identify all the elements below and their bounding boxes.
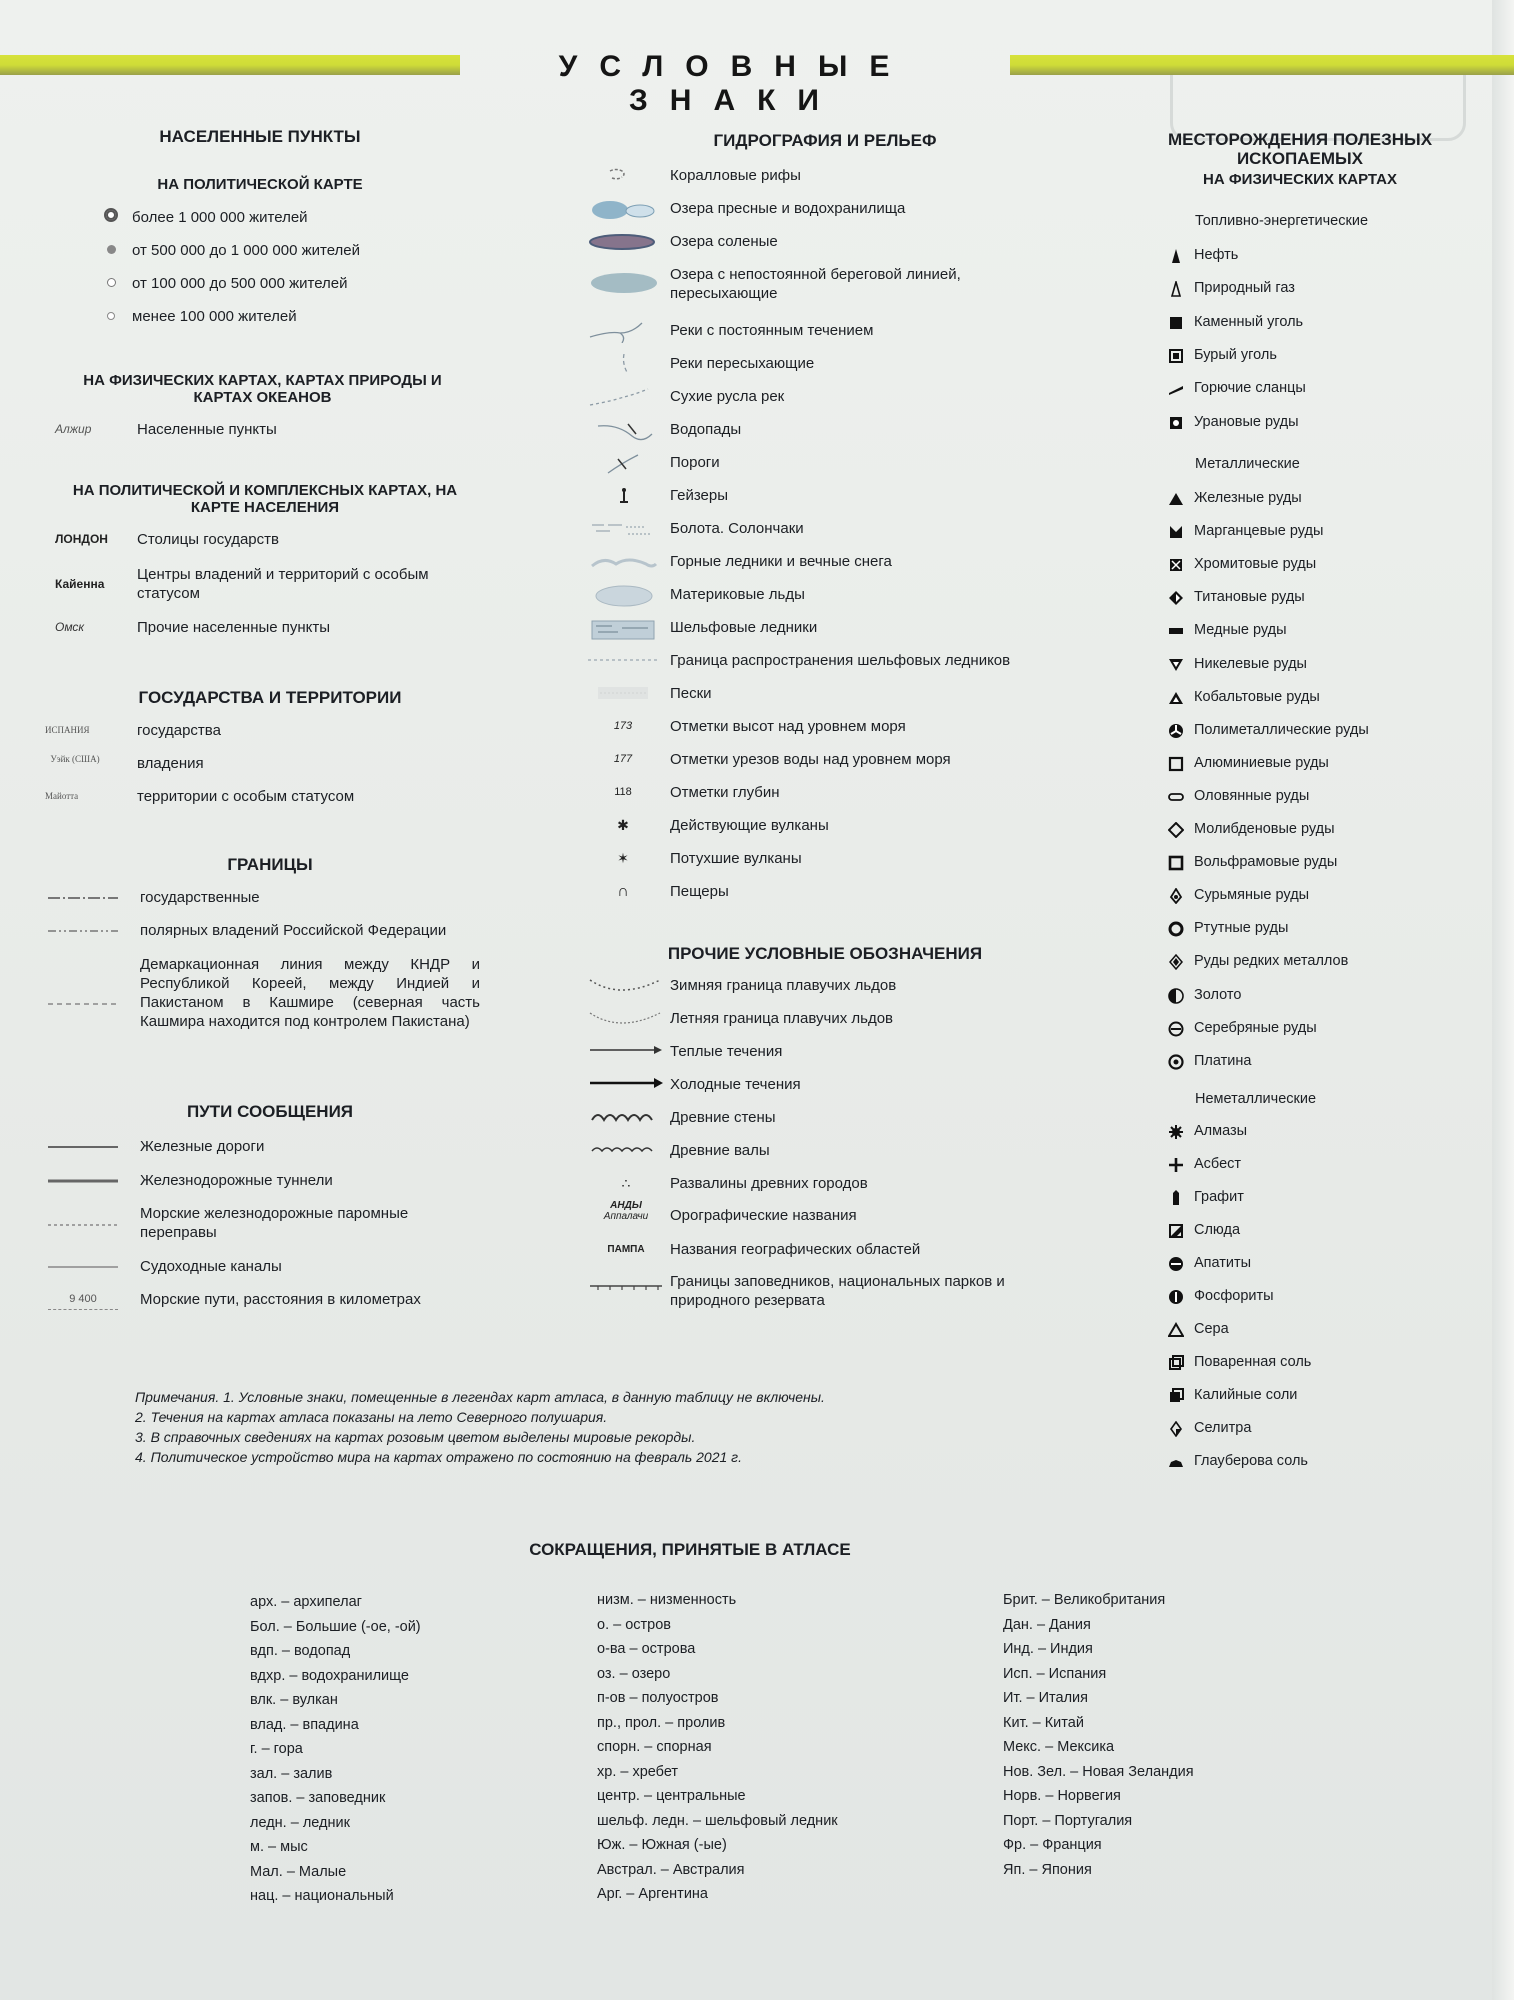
asbestos-icon — [1168, 1157, 1184, 1173]
salt-icon — [1168, 1355, 1184, 1371]
iron-icon — [1168, 491, 1184, 507]
mica-icon — [1168, 1223, 1184, 1239]
ancient-wall-icon — [588, 1108, 664, 1124]
nonmetal-title: Неметаллические — [1195, 1091, 1317, 1107]
states-title: ГОСУДАРСТВА И ТЕРРИТОРИИ — [138, 688, 402, 707]
railway-icon — [48, 1140, 118, 1154]
abbreviation-item: Мекс. – Мексика — [1003, 1739, 1115, 1755]
list-item: Гейзеры — [588, 486, 728, 508]
list-item: Нефть — [1168, 246, 1238, 265]
graphite-icon — [1168, 1190, 1184, 1206]
list-item: Каменный уголь — [1168, 313, 1303, 332]
list-item: Омск Прочие населенные пункты — [55, 619, 331, 636]
note-3: 3. В справочных сведениях на картах розовым цветом выделены мировые рекорды. — [135, 1429, 696, 1445]
winter-ice-border-icon — [588, 976, 664, 998]
list-item: ПАМПА Названия географических областей — [607, 1241, 921, 1258]
list-item: Титановые руды — [1168, 588, 1305, 607]
tin-icon — [1168, 789, 1184, 805]
shale-icon — [1168, 381, 1184, 397]
list-item: Озера с непостоянной береговой линией, пересыхающие — [588, 265, 1030, 303]
list-item: Железные руды — [1168, 489, 1302, 508]
list-item: Асбест — [1168, 1155, 1241, 1174]
canal-icon — [48, 1260, 118, 1274]
list-item: Графит — [1168, 1188, 1244, 1207]
glauber-icon — [1168, 1454, 1184, 1470]
salt-lake-icon — [588, 232, 658, 254]
ancient-rampart-icon — [588, 1141, 664, 1157]
mercury-icon — [1168, 921, 1184, 937]
abbreviation-item: оз. – озеро — [597, 1665, 671, 1682]
apatite-icon — [1168, 1256, 1184, 1272]
list-item: Золото — [1168, 986, 1241, 1005]
list-item: государственные — [48, 888, 260, 907]
list-item: Реки пересыхающие — [588, 354, 814, 376]
list-item: 173 Отметки высот над уровнем моря — [613, 718, 906, 735]
list-item: более 1 000 000 жителей — [100, 208, 308, 228]
minerals-subtitle: НА ФИЗИЧЕСКИХ КАРТАХ — [1203, 171, 1397, 188]
list-item: от 500 000 до 1 000 000 жителей — [100, 241, 360, 260]
list-item: Пески — [588, 684, 712, 703]
phosphorite-icon — [1168, 1289, 1184, 1305]
list-item: 9 400 Морские пути, расстояния в километрах — [48, 1290, 421, 1310]
other-title: ПРОЧИЕ УСЛОВНЫЕ ОБОЗНАЧЕНИЯ — [667, 944, 983, 963]
freshwater-lake-icon — [588, 199, 658, 221]
abbreviations-column-3 — [1003, 1588, 1194, 1882]
list-item: от 100 000 до 500 000 жителей — [100, 274, 348, 293]
fuel-title: Топливно-энергетические — [1195, 213, 1369, 229]
borders-title: ГРАНИЦЫ — [227, 855, 313, 874]
copper-icon — [1168, 623, 1184, 639]
abbreviation-item: Кит. – Китай — [1003, 1714, 1084, 1731]
note-2: 2. Течения на картах атласа показаны на лето Северного полушария. — [135, 1409, 608, 1425]
railway-tunnel-icon — [48, 1174, 118, 1188]
list-item: Древние валы — [588, 1141, 770, 1160]
list-item: Сурьмяные руды — [1168, 886, 1309, 905]
list-item: Бурый уголь — [1168, 346, 1277, 365]
list-item: ЛОНДОН Столицы государств — [55, 531, 279, 548]
rapids-icon — [588, 453, 658, 475]
abbreviation-item: Норв. – Норвегия — [1003, 1788, 1121, 1804]
abbreviation-item: арх. – архипелаг — [250, 1594, 362, 1610]
city-marker-icon — [107, 312, 115, 320]
ruins-icon: ∴ — [621, 1175, 631, 1191]
list-item: Демаркационная линия между КНДР и Республикой Кореей, между Индией и Пакистаном в Кашмире (северная часть Кашмира находится под контролем Пакистана) — [48, 955, 480, 1031]
list-item: Алмазы — [1168, 1122, 1247, 1141]
gold-icon — [1168, 988, 1184, 1004]
list-item: Древние стены — [588, 1108, 776, 1127]
list-item: АНДЫ Аппалачи Орографические названия — [603, 1200, 857, 1224]
abbreviation-item: Мал. – Малые — [250, 1863, 347, 1880]
list-item: Алюминиевые руды — [1168, 754, 1329, 773]
abbreviation-item: центр. – центральные — [597, 1788, 746, 1804]
silver-icon — [1168, 1021, 1184, 1037]
aluminium-icon — [1168, 756, 1184, 772]
abbreviation-item: пр., прол. – пролив — [597, 1714, 726, 1731]
list-item: Зимняя граница плавучих льдов — [588, 976, 896, 998]
manganese-icon — [1168, 524, 1184, 540]
ice-shelf-icon — [588, 618, 658, 642]
settlements-title: НАСЕЛЕННЫЕ ПУНКТЫ — [159, 127, 361, 146]
list-item: Кайенна Центры владений и территорий с особым статусом — [55, 566, 429, 602]
polymetal-icon — [1168, 723, 1184, 739]
transport-title: ПУТИ СООБЩЕНИЯ — [186, 1102, 353, 1121]
list-item: Горные ледники и вечные снега — [588, 552, 892, 574]
page-title: УСЛОВНЫЕ ЗНАКИ — [558, 50, 912, 117]
abbreviation-item: Арг. – Аргентина — [597, 1886, 708, 1902]
uranium-icon — [1168, 415, 1184, 431]
list-item: Ртутные руды — [1168, 919, 1288, 938]
extinct-volcano-icon: ✶ — [617, 850, 629, 866]
list-item: Фосфориты — [1168, 1287, 1274, 1306]
list-item: Майотта территории с особым статусом — [45, 788, 355, 805]
abbreviation-item: зал. – залив — [250, 1765, 333, 1782]
tungsten-icon — [1168, 855, 1184, 871]
list-item: Полиметаллические руды — [1168, 721, 1369, 740]
list-item: Холодные течения — [588, 1075, 801, 1094]
note-1: Примечания. 1. Условные знаки, помещенные в легендах карт атласа, в данную таблицу не включены. — [135, 1389, 825, 1405]
waterfall-icon — [588, 420, 658, 442]
coal-icon — [1168, 315, 1184, 331]
list-item: Сера — [1168, 1320, 1229, 1339]
abbreviation-item: г. – гора — [250, 1741, 303, 1757]
sulfur-icon — [1168, 1322, 1184, 1338]
state-border-icon — [48, 891, 118, 905]
list-item: Урановые руды — [1168, 413, 1299, 432]
list-item: Железнодорожные туннели — [48, 1171, 333, 1190]
chrome-icon — [1168, 557, 1184, 573]
abbreviation-item: вдхр. – водохранилище — [250, 1667, 409, 1684]
abbreviation-item: о. – остров — [597, 1616, 672, 1633]
list-item: Поваренная соль — [1168, 1353, 1311, 1372]
list-item: Селитра — [1168, 1419, 1251, 1438]
cave-icon: ∩ — [617, 883, 629, 900]
warm-current-icon — [588, 1042, 664, 1058]
city-marker-icon — [104, 208, 118, 222]
active-volcano-icon: ✱ — [617, 817, 629, 833]
gas-icon — [1168, 281, 1184, 297]
geyser-icon — [588, 486, 658, 508]
intermittent-river-icon — [588, 354, 658, 376]
list-item: Хромитовые руды — [1168, 555, 1316, 574]
list-item: Кобальтовые руды — [1168, 688, 1320, 707]
list-item: Коралловые рифы — [588, 166, 801, 185]
list-item: ✱ Действующие вулканы — [588, 816, 829, 835]
abbreviation-item: Ит. – Италия — [1003, 1690, 1088, 1706]
list-item: Судоходные каналы — [48, 1257, 282, 1276]
list-item: Летняя граница плавучих льдов — [588, 1009, 893, 1031]
list-item: Вольфрамовые руды — [1168, 853, 1337, 872]
list-item: Шельфовые ледники — [588, 618, 817, 642]
brown-coal-icon — [1168, 348, 1184, 364]
abbreviation-item: о-ва – острова — [597, 1641, 696, 1657]
antimony-icon — [1168, 888, 1184, 904]
list-item: Болота. Солончаки — [588, 519, 804, 541]
list-item: Теплые течения — [588, 1042, 782, 1061]
list-item: Морские железнодорожные паромные переправы — [48, 1204, 460, 1242]
list-item: ИСПАНИЯ государства — [45, 722, 221, 739]
abbreviation-item: ледн. – ледник — [250, 1814, 350, 1831]
abbreviation-item: Исп. – Испания — [1003, 1665, 1107, 1682]
dry-riverbed-icon — [588, 387, 658, 409]
list-item: ∴ Развалины древних городов — [588, 1174, 868, 1193]
abbreviation-item: Порт. – Португалия — [1003, 1812, 1133, 1829]
demarcation-line-icon — [48, 997, 118, 1011]
summer-ice-border-icon — [588, 1009, 664, 1031]
list-item: Апатиты — [1168, 1254, 1251, 1273]
abbreviation-item: Дан. – Дания — [1003, 1616, 1091, 1633]
metal-title: Металлические — [1195, 456, 1300, 472]
coral-reef-icon — [588, 166, 658, 184]
abbreviations-column-1 — [250, 1590, 421, 1909]
settlements-complex-title: НА ПОЛИТИЧЕСКОЙ И КОМПЛЕКСНЫХ КАРТАХ, НА КАРТЕ НАСЕЛЕНИЯ — [72, 482, 458, 516]
abbreviation-item: Нов. Зел. – Новая Зеландия — [1003, 1763, 1194, 1780]
oil-icon — [1168, 248, 1184, 264]
ice-shelf-boundary-icon — [588, 651, 658, 669]
ice-sheet-icon — [588, 585, 658, 607]
list-item: Железные дороги — [48, 1137, 264, 1156]
list-item: Уэйк (США) владения — [50, 754, 204, 772]
list-item: Руды редких металлов — [1168, 952, 1348, 971]
molybdenum-icon — [1168, 822, 1184, 838]
minerals-title: МЕСТОРОЖДЕНИЯ ПОЛЕЗНЫХ ИСКОПАЕМЫХ — [1167, 130, 1433, 168]
list-item: Калийные соли — [1168, 1386, 1297, 1405]
abbreviation-item: м. – мыс — [250, 1839, 308, 1855]
header-bar-right — [1010, 55, 1514, 75]
city-marker-icon — [107, 245, 116, 254]
platinum-icon — [1168, 1054, 1184, 1070]
abbreviation-item: Бол. – Большие (-ое, -ой) — [250, 1618, 421, 1635]
list-item: Оловянные руды — [1168, 787, 1309, 806]
settlements-political-title: НА ПОЛИТИЧЕСКОЙ КАРТЕ — [157, 176, 363, 193]
diamond-icon — [1168, 1124, 1184, 1140]
list-item: Озера соленые — [588, 232, 778, 254]
list-item: Марганцевые руды — [1168, 522, 1323, 541]
potash-icon — [1168, 1388, 1184, 1404]
list-item: Алжир Населенные пункты — [55, 421, 277, 438]
list-item: Реки с постоянным течением — [588, 321, 873, 343]
abbreviation-item: низм. – низменность — [597, 1592, 737, 1608]
list-item: Природный газ — [1168, 279, 1295, 298]
cold-current-icon — [588, 1075, 664, 1091]
ferry-icon — [48, 1218, 118, 1232]
list-item: 177 Отметки урезов воды над уровнем моря — [613, 751, 951, 768]
list-item: Границы заповедников, национальных парков и природного резервата — [588, 1272, 1050, 1310]
abbreviation-item: хр. – хребет — [597, 1763, 679, 1780]
list-item: Материковые льды — [588, 585, 805, 607]
list-item: Молибденовые руды — [1168, 820, 1335, 839]
list-item: Сухие русла рек — [588, 387, 784, 409]
abbreviation-item: Юж. – Южная (-ые) — [597, 1837, 727, 1853]
abbreviation-item: влад. – впадина — [250, 1716, 359, 1733]
sand-icon — [588, 684, 658, 702]
settlements-physical-title: НА ФИЗИЧЕСКИХ КАРТАХ, КАРТАХ ПРИРОДЫ И КАРТАХ ОКЕАНОВ — [83, 372, 442, 406]
hydro-title: ГИДРОГРАФИЯ И РЕЛЬЕФ — [713, 131, 937, 150]
list-item: полярных владений Российской Федерации — [48, 921, 446, 940]
rare-metals-icon — [1168, 954, 1184, 970]
page-edge — [1492, 0, 1514, 2000]
abbreviation-item: Яп. – Япония — [1003, 1861, 1092, 1878]
list-item: Платина — [1168, 1052, 1251, 1071]
list-item: 118 Отметки глубин — [614, 784, 780, 801]
list-item: Водопады — [588, 420, 741, 442]
abbreviation-item: нац. – национальный — [250, 1888, 394, 1904]
note-4: 4. Политическое устройство мира на картах отражено по состоянию на февраль 2021 г. — [135, 1449, 742, 1465]
list-item: менее 100 000 жителей — [100, 307, 297, 326]
list-item: ∩ Пещеры — [588, 882, 729, 901]
list-item: Медные руды — [1168, 621, 1287, 640]
list-item: Глауберова соль — [1168, 1452, 1308, 1471]
polar-border-icon — [48, 924, 118, 938]
city-marker-icon — [107, 278, 116, 287]
list-item: Озера пресные и водохранилища — [588, 199, 905, 221]
abbreviation-item: Инд. – Индия — [1003, 1641, 1093, 1657]
titanium-icon — [1168, 590, 1184, 606]
abbreviation-item: шельф. ледн. – шельфовый ледник — [597, 1812, 838, 1829]
abbreviations-column-2 — [597, 1588, 838, 1907]
list-item: Граница распространения шельфовых ледников — [588, 651, 1010, 670]
abbreviation-item: спорн. – спорная — [597, 1739, 712, 1755]
abbreviation-item: вдп. – водопад — [250, 1643, 351, 1659]
list-item: Серебряные руды — [1168, 1019, 1317, 1038]
list-item: Никелевые руды — [1168, 655, 1307, 674]
list-item: Слюда — [1168, 1221, 1240, 1240]
swamp-icon — [588, 519, 658, 541]
header-bar-left — [0, 55, 460, 75]
reserve-border-icon — [588, 1278, 664, 1294]
abbreviations-title: СОКРАЩЕНИЯ, ПРИНЯТЫЕ В АТЛАСЕ — [529, 1540, 851, 1559]
nickel-icon — [1168, 657, 1184, 673]
abbreviation-item: влк. – вулкан — [250, 1692, 338, 1708]
abbreviation-item: Брит. – Великобритания — [1003, 1592, 1166, 1608]
saltpeter-icon — [1168, 1421, 1184, 1437]
intermittent-lake-icon — [588, 269, 658, 299]
abbreviation-item: п-ов – полуостров — [597, 1690, 719, 1706]
abbreviation-item: запов. – заповедник — [250, 1790, 386, 1806]
abbreviation-item: Фр. – Франция — [1003, 1837, 1102, 1853]
glacier-icon — [588, 552, 658, 574]
cobalt-icon — [1168, 690, 1184, 706]
abbreviation-item: Австрал. – Австралия — [597, 1861, 745, 1878]
list-item: Пороги — [588, 453, 720, 475]
river-icon — [588, 321, 658, 343]
list-item: Горючие сланцы — [1168, 379, 1306, 398]
list-item: ✶ Потухшие вулканы — [588, 849, 802, 868]
